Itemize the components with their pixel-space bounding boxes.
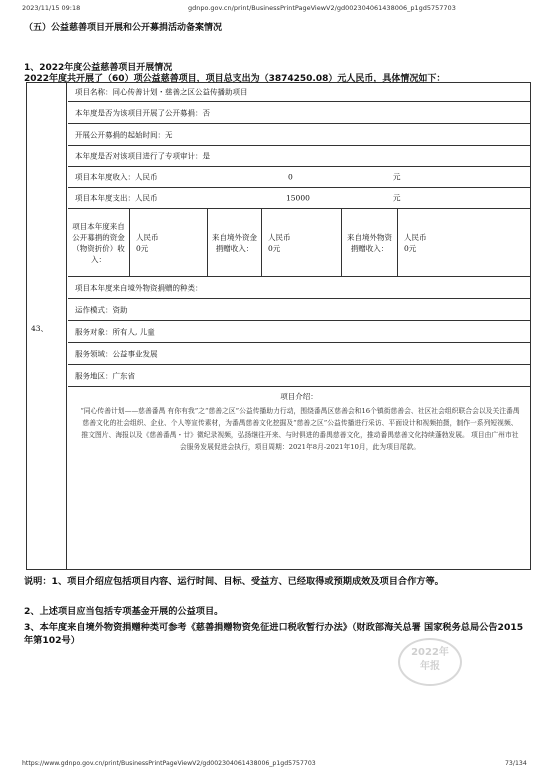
public-income-value: 人民币 0元 xyxy=(136,232,159,253)
expense-label: 项目本年度支出：人民币 xyxy=(75,193,158,203)
row-expense xyxy=(68,188,530,209)
row-project-name xyxy=(68,83,530,102)
foreign-cash-label-cell xyxy=(208,209,262,276)
income-label: 项目本年度收入：人民币 xyxy=(75,172,158,182)
print-url: gdnpo.gov.cn/print/BusinessPrintPageViewV2/gd002304061438006_p1gd5757703 xyxy=(188,4,456,12)
summary-line: 2022年度共开展了（60）项公益慈善项目，项目总支出为（3874250.08）元人民币，具体情况如下： xyxy=(24,74,446,84)
foreign-goods-label-cell xyxy=(342,209,398,276)
foreign-goods-label: 来自境外物资捐赠收入： xyxy=(347,232,392,253)
foreign-cash-label: 来自境外资金捐赠收入： xyxy=(212,232,257,253)
row-goods-type xyxy=(68,277,530,299)
foreign-goods-value: 人民币 0元 xyxy=(404,232,427,253)
public-income-value-cell xyxy=(130,209,208,276)
note-1: 说明：1、项目介绍应包括项目内容、运行时间、目标、受益方、已经取得或预期成效及项目合作方等。 xyxy=(24,576,444,587)
note-3: 3、本年度来自境外物资捐赠种类可参考《慈善捐赠物资免征进口税收暂行办法》（财政部海关总署 国家税务总局公告2015年第102号） xyxy=(24,622,524,646)
note-2: 2、上述项目应当包括专项基金开展的公益项目。 xyxy=(24,606,224,617)
intro-body: “同心传善计划——慈善番禺 有你有我”之“慈善之区”公益传播助力行动，围绕番禺区慈善会和16个镇街慈善会、社区社会组织联合会以及关注番禺慈善文化的社会组织、企业、个人等宣传素材，为番禺慈善文化挖掘及“慈善之区”公益传播进行采访、平面设计和视频拍摄，制作一系列短视频、推文图片、海报以及《慈善番禺・廿》微纪录视频，弘扬继往开来、与时俱进的番禺慈善文化，推动番禺慈善文化持续蓬勃发展。 项目由广州市社会服务发展促进会执行，项目周期：2021年8月-2021年10月，此为项目尾款。 xyxy=(80,407,520,451)
foreign-cash-value: 人民币 0元 xyxy=(268,232,291,253)
income-value: 0 xyxy=(288,172,293,182)
section-title: （五）公益慈善项目开展和公开募捐活动备案情况 xyxy=(24,23,223,33)
service-region: 服务地区：广东省 xyxy=(75,371,135,380)
project-table xyxy=(26,82,531,570)
project-details xyxy=(68,83,530,569)
operation-mode: 运作模式：资助 xyxy=(75,305,128,314)
goods-type: 项目本年度来自境外物资捐赠的种类： xyxy=(75,283,203,292)
annual-report-stamp: 2022年 年报 xyxy=(398,638,462,686)
row-target xyxy=(68,321,530,343)
print-datetime: 2023/11/15 09:18 xyxy=(22,4,81,12)
row-start-time xyxy=(68,124,530,146)
expense-value: 15000 xyxy=(286,193,310,203)
row-income-sources xyxy=(68,209,530,277)
project-number-cell xyxy=(27,83,67,569)
public-income-label-cell xyxy=(68,209,130,276)
project-name: 项目名称：同心传善计划・慈善之区公益传播助项目 xyxy=(75,87,248,97)
public-fundraising: 本年度是否为该项目开展了公开募捐：否 xyxy=(75,108,210,117)
row-mode xyxy=(68,299,530,321)
row-public-fundraising xyxy=(68,102,530,124)
footer-url: https://www.gdnpo.gov.cn/print/BusinessPrintPageViewV2/gd002304061438006_p1gd5757703 xyxy=(22,760,316,767)
row-field xyxy=(68,343,530,365)
foreign-cash-value-cell xyxy=(262,209,342,276)
foreign-goods-value-cell xyxy=(398,209,530,276)
expense-unit: 元 xyxy=(393,193,401,203)
row-audit xyxy=(68,146,530,167)
print-header xyxy=(0,2,554,16)
income-unit: 元 xyxy=(393,172,401,182)
fundraising-start-time: 开展公开募捐的起始时间：无 xyxy=(75,130,173,139)
sub-title: 1、2022年度公益慈善项目开展情况 xyxy=(24,63,173,73)
intro-title: 项目介绍： xyxy=(280,392,318,401)
special-audit: 本年度是否对该项目进行了专项审计：是 xyxy=(75,151,210,161)
public-income-label: 项目本年度来自公开募捐的资金（物资折价）收入： xyxy=(72,221,125,264)
service-field: 服务领域：公益事业发展 xyxy=(75,349,158,358)
service-target: 服务对象：所有人, 儿童 xyxy=(75,327,155,336)
row-region xyxy=(68,365,530,387)
row-income xyxy=(68,167,530,188)
page-number: 73/134 xyxy=(505,760,527,767)
project-number: 43、 xyxy=(31,324,49,333)
